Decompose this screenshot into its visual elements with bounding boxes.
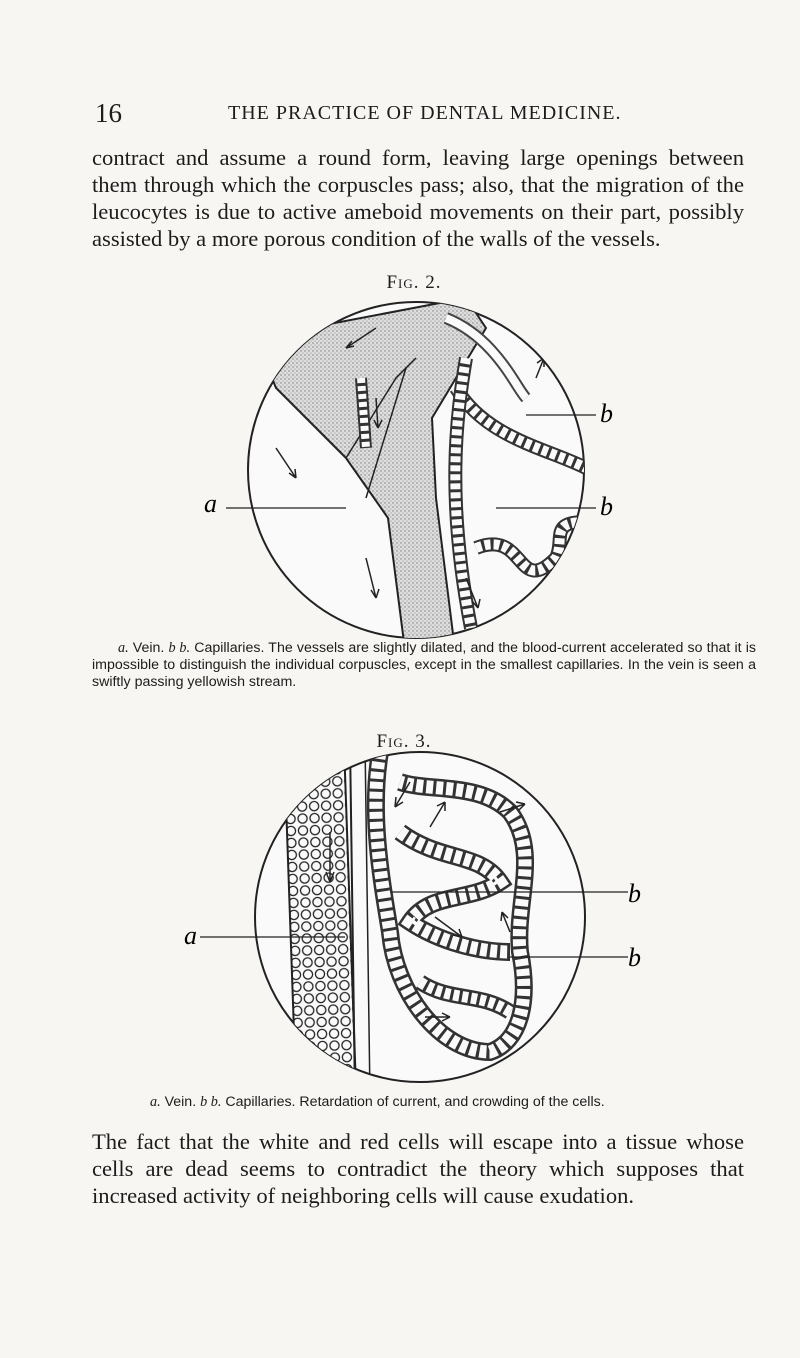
caption-3-letter-bb: b b. xyxy=(200,1094,222,1110)
caption-2-letter-bb: b b. xyxy=(168,640,191,656)
body-paragraph-2: The fact that the white and red cells will escape into a tissue whose cells are dead seems to contradict the theory which supposes that increased activity of neighboring cells will cause exudation. xyxy=(92,1129,744,1208)
caption-2-letter-a: a. xyxy=(118,640,129,656)
figure-2-letter-a: a xyxy=(204,489,217,518)
body-paragraph-1: contract and assume a round form, leaving large openings between them through which the corpuscles pass; also, that the migration of the leucocytes is due to active ameboid movements on their part, possibly assisted by a more porous condition of the walls of the vessels. xyxy=(92,145,744,251)
figure-3-letter-b-top: b xyxy=(628,879,641,908)
figure-2-caption xyxy=(92,640,756,691)
page-header xyxy=(95,98,705,128)
figure-3-letter-b-bottom: b xyxy=(628,943,641,972)
caption-3-text: Capillaries. Retardation of current, and crowding of the cells. xyxy=(221,1094,605,1110)
figure-2-letter-b-top: b xyxy=(600,399,613,428)
figure-3-caption xyxy=(150,1094,710,1111)
page-number: 16 xyxy=(95,98,122,128)
figure-2-letter-b-bottom: b xyxy=(600,492,613,521)
figure-3-letter-a: a xyxy=(184,921,197,950)
figure-2-illustration xyxy=(196,298,636,638)
caption-3-vein: Vein. xyxy=(160,1094,201,1110)
figure-3-label: Fig. 3. xyxy=(376,731,432,752)
caption-3-letter-a: a. xyxy=(150,1094,161,1110)
caption-2-text: Capillaries. The vessels are slightly dilated, and the blood-current accelerated so that it is impossible to distinguish the individual corpuscles, except in the smallest capillaries. In the vein is seen a swiftly passing yellowish stream. xyxy=(92,640,756,690)
figure-2-label: Fig. 2. xyxy=(386,272,442,293)
caption-2-vein: Vein. xyxy=(128,640,169,656)
figure-3-illustration xyxy=(180,752,650,1088)
running-head: THE PRACTICE OF DENTAL MEDICINE. xyxy=(228,102,622,124)
